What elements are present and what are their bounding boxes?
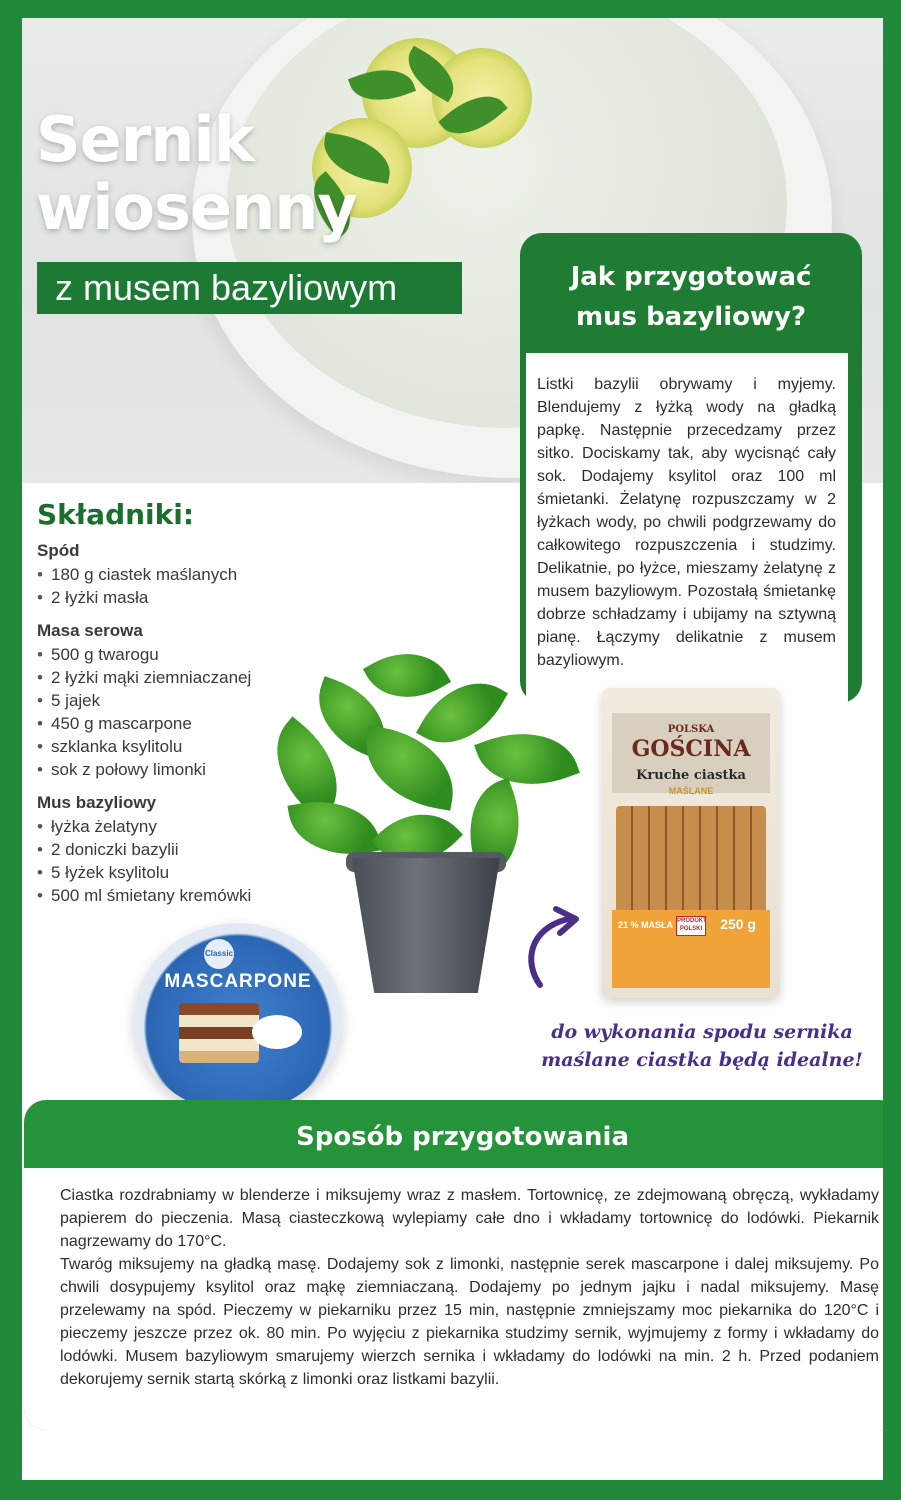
- brand-logo: Classic: [204, 939, 234, 969]
- note-line-1: do wykonania spodu sernika: [551, 1021, 853, 1043]
- callout-title: [520, 257, 862, 337]
- callout-title-line-2: mus bazyliowy?: [575, 302, 807, 332]
- cookies-illustration: [616, 806, 766, 914]
- curved-arrow-icon: [522, 903, 592, 993]
- callout-text: Listki bazylii obrywamy i myjemy. Blendujemy z łyżką wody na gładką papkę. Następnie przecedzamy przez sitko. Dociskamy tak, aby wycisnąć cały sok. Dodajemy ksylitol oraz 100 ml śmietanki. Żelatynę rozpuszczamy w 2 łyżkach wody, po chwili podgrzewamy do całkowitego rozpuszczenia i studzimy. Delikatnie, po łyżce, mieszamy żelatynę z musem bazyliowym. Pozostałą śmietankę dobrze schładzamy i ubijamy na sztywną pianę. Łączymy delikatnie z musem bazyliowym.: [526, 353, 848, 703]
- ingredient-item: • łyżka żelatyny: [37, 815, 307, 838]
- mascarpone-tub: [134, 923, 342, 1113]
- callout-title-line-1: Jak przygotować: [570, 262, 812, 292]
- package-fat-content: 21 % MASŁA: [618, 920, 674, 930]
- package-weight: 250 g: [720, 916, 756, 932]
- polish-product-badge: PRODUKT POLSKI: [676, 916, 706, 936]
- method-text: [24, 1168, 883, 1430]
- ingredient-item: • 2 łyżki mąki ziemniaczanej: [37, 666, 307, 689]
- ingredient-item: • 500 g twarogu: [37, 643, 307, 666]
- handwritten-note: [537, 1018, 867, 1074]
- tiramisu-illustration: [179, 1003, 259, 1063]
- ingredients-heading: Składniki:: [37, 498, 195, 531]
- flower-pot: [352, 858, 500, 993]
- method-heading: Sposób przygotowania: [295, 1122, 629, 1152]
- title-line-1: Sernik: [36, 103, 254, 176]
- method-paragraph: Ciastka rozdrabniamy w blenderze i miksujemy wraz z masłem. Tortownicę, ze zdejmowaną obręczą, wykładamy papierem do pieczenia. Masą ciasteczkową wylepiamy całe dno i wkładamy tortownicę do lodówki. Piekarnik nagrzewamy do 170°C.: [60, 1187, 879, 1250]
- cream-illustration: [252, 1015, 302, 1049]
- ingredient-item: • sok z połowy limonki: [37, 758, 307, 781]
- ingredient-group-title: Mus bazyliowy: [37, 793, 157, 812]
- ingredient-item: • 180 g ciastek maślanych: [37, 563, 307, 586]
- recipe-subtitle: z musem bazyliowym: [37, 262, 462, 314]
- method-section: [24, 1100, 883, 1430]
- package-product-name: Kruche ciastka: [636, 768, 746, 783]
- package-label: [612, 910, 770, 988]
- title-line-2: wiosenny: [36, 171, 357, 244]
- ingredient-item: • 500 ml śmietany kremówki: [37, 884, 307, 907]
- ingredient-group-title: Masa serowa: [37, 621, 143, 640]
- recipe-page: [22, 18, 883, 1480]
- ingredient-item: • 450 g mascarpone: [37, 712, 307, 735]
- package-brand-small: POLSKA: [667, 724, 715, 735]
- method-paragraph: Twaróg miksujemy na gładką masę. Dodajemy sok z limonki, następnie serek mascarpone i dalej miksujemy. Po chwili dosypujemy ksylitol oraz mąkę ziemniaczaną. Dodajemy po jednym jajku i nadal miksujemy. Masę przelewamy na spód. Pieczemy w piekarniku przez 15 min, następnie zmniejszamy moc piekarnika do 120°C i pieczemy jeszcze przez ok. 80 min. Po wyjęciu z piekarnika studzimy sernik, wyjmujemy z formy i wkładamy do lodówki. Musem bazyliowym smarujemy wierzch sernika i wkładamy do lodówki na min. 2 h. Przed podaniem dekorujemy sernik startą skórką z limonki oraz listkami bazylii.: [60, 1256, 879, 1388]
- ingredient-item: • 2 doniczki bazylii: [37, 838, 307, 861]
- ingredient-item: • szklanka ksylitolu: [37, 735, 307, 758]
- ingredient-item: • 2 łyżki masła: [37, 586, 307, 609]
- ingredient-list: [37, 563, 307, 609]
- note-line-2: maślane ciastka będą idealne!: [541, 1049, 863, 1071]
- cookie-package: [602, 688, 780, 998]
- ingredient-item: • 5 łyżek ksylitolu: [37, 861, 307, 884]
- package-brand: GOŚCINA: [631, 736, 751, 762]
- ingredient-group-title: Spód: [37, 541, 80, 560]
- package-variant: MAŚLANE: [668, 786, 714, 796]
- mascarpone-label: MASCARPONE: [164, 971, 312, 992]
- ingredient-item: • 5 jajek: [37, 689, 307, 712]
- recipe-title: [36, 103, 357, 244]
- basil-mousse-callout: [520, 233, 862, 703]
